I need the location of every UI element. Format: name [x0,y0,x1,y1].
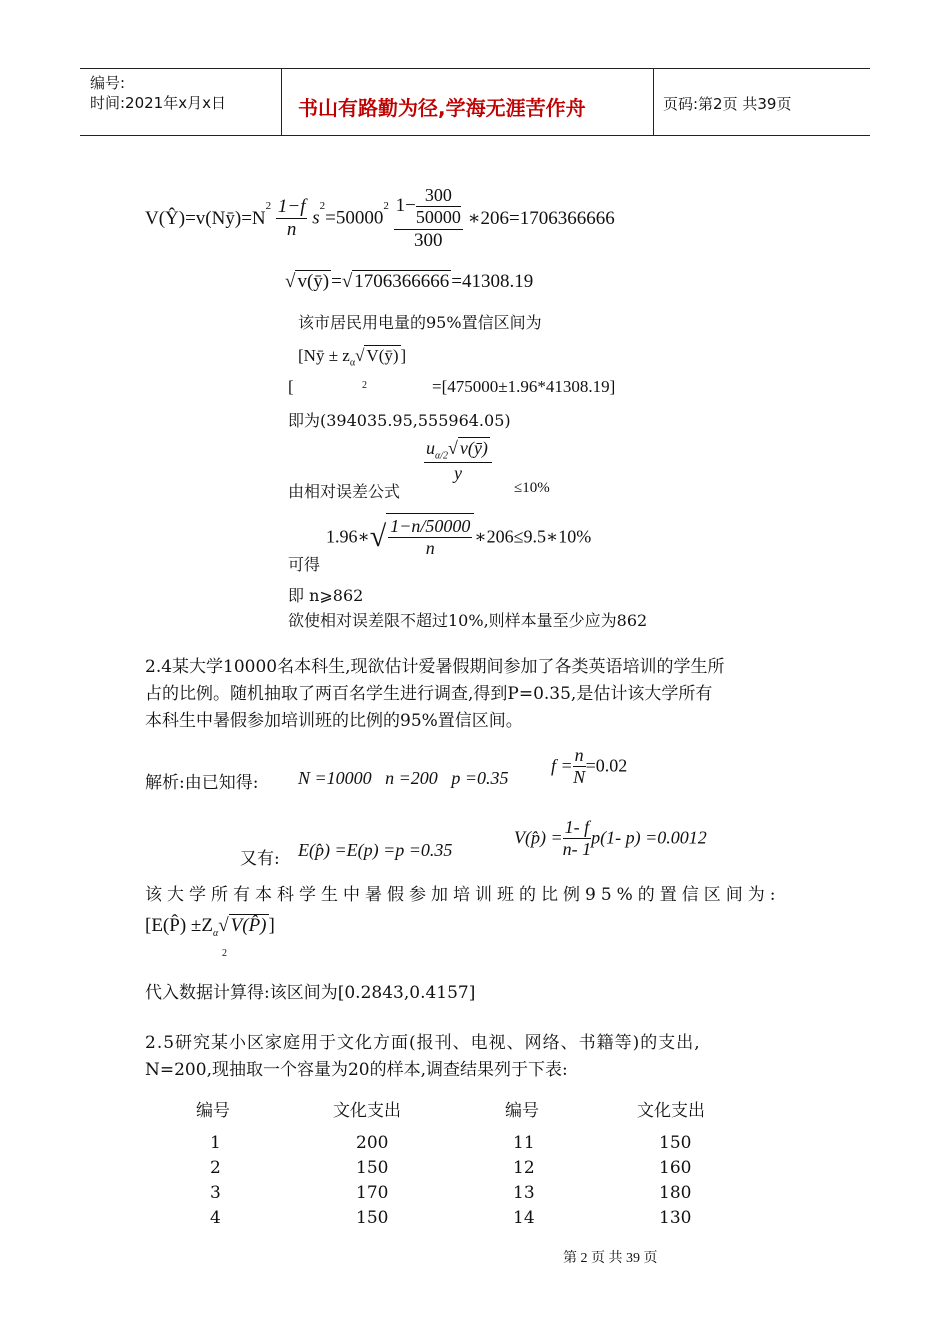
page-footer: 第 2 页 共 39 页 [563,1251,658,1266]
formula-variance-total: $V(Ŷ)=v(Nȳ)=N^2$ $\frac{1-f}{n}$ $s^2=50000^2$ 1− $\frac{300}{50000}$ 300 ∗206=1706366666 [145,185,615,252]
n-result: 即 n⩾862 [288,586,364,605]
header-motto: 书山有路勤为径,学海无涯苦作舟 [298,96,586,120]
also-variance: V(p̂) = $\frac{1- f}{n- 1}$ p(1- p) =0.0012 [514,817,707,859]
ci-intro: 该市居民用电量的95%置信区间为 [298,313,542,332]
get-formula: 1.96∗√ $\frac{1-n/50000}{n}$ ∗206≤9.5∗10% [326,513,591,558]
formula-lhs: V(Ŷ)=v(Nȳ)=N [145,207,266,229]
formula-sqrt-result: =41308.19 [451,271,534,292]
header-time-label: 时间:2021年x月x日 [90,94,226,112]
formula-superscript: 2 [265,199,272,212]
ci-numeric: =[475000±1.96*41308.19] [432,377,616,396]
table-header-cell: 文化支出 [637,1100,705,1121]
header-code-label: 编号: [90,74,126,92]
ci-formula: [Nȳ ± $z_\alpha√$ V(ȳ) ] [298,346,407,369]
conclusion: 欲使相对误差限不超过10%,则样本量至少应为862 [288,611,648,630]
also-expectation: E(p̂) =E(p) =p =0.35 [298,840,453,860]
ci-result: 即为(394035.95,555964.05) [288,411,511,430]
ci-formula-proportion: [E(P̂) $\pm Z_\alpha√$ V(P̂) ] [145,915,275,939]
relative-error-fraction: $\frac{u_{\alpha/2}√ v(ȳ)}{y}$ [424,437,492,484]
formula-fraction: $\frac{1-f}{n}$ [277,196,306,241]
expense-table [180,1092,797,1230]
table-row: 1 200 11 150 [210,1132,692,1153]
problem-2-5-line2: N=200,现抽取一个容量为20的样本,调查结果列于下表: [145,1060,568,1080]
relative-error-label: 由相对误差公式 [288,482,401,501]
formula-sqrt-variance: √ v(ȳ) =√ 1706366666 =41308.19 [285,271,534,292]
table-header-row [180,1092,797,1124]
problem-2-4-line3: 本科生中暑假参加培训班的比例的95%置信区间。 [145,711,523,731]
table-row: 4 150 14 130 [210,1207,692,1228]
also-label: 又有: [240,849,280,869]
ci-bracket: [ [288,377,294,396]
proportion-result: 代入数据计算得:该区间为[0.2843,0.4157] [145,983,476,1003]
ci-sub-denominator: 2 [362,380,367,391]
formula-rhs: ∗206=1706366666 [467,208,615,230]
table-header-cell: 文化支出 [333,1100,401,1121]
formula-big-fraction: 1− $\frac{300}{50000}$ 300 [395,185,461,252]
formula-sqrt-right: 1706366666 [354,271,450,292]
problem-2-5-line1: 2.5研究某小区家庭用于文化方面(报刊、电视、网络、书籍等)的支出, [145,1033,701,1053]
header-page-label: 页码:第2页 共39页 [663,95,792,113]
ci-proportion-sub-denominator: 2 [222,948,227,959]
table-row: 2 150 12 160 [210,1157,692,1178]
problem-2-4-line1: 2.4某大学10000名本科生,现欲估计爱暑假期间参加了各类英语培训的学生所 [145,657,725,677]
get-label: 可得 [288,555,321,574]
table-row: 3 170 13 180 [210,1182,692,1203]
ci-sentence: 该大学所有本科学生中暑假参加培训班的比例95%的置信区间为: [145,885,781,905]
problem-2-4-line2: 占的比例。随机抽取了两百名学生进行调查,得到P=0.35,是估计该大学所有 [145,684,713,704]
relative-error-le: ≤10% [514,480,550,496]
formula-sqrt-left: v(ȳ) [297,271,330,292]
table-header-cell: 编号 [505,1100,539,1121]
known-values: N =10000 n =200 p =0.35 [298,768,509,788]
table-header-cell: 编号 [196,1100,230,1121]
known-f: f = $\frac{n}{N}$ =0.02 [551,745,628,787]
known-label: 解析:由已知得: [145,773,259,793]
